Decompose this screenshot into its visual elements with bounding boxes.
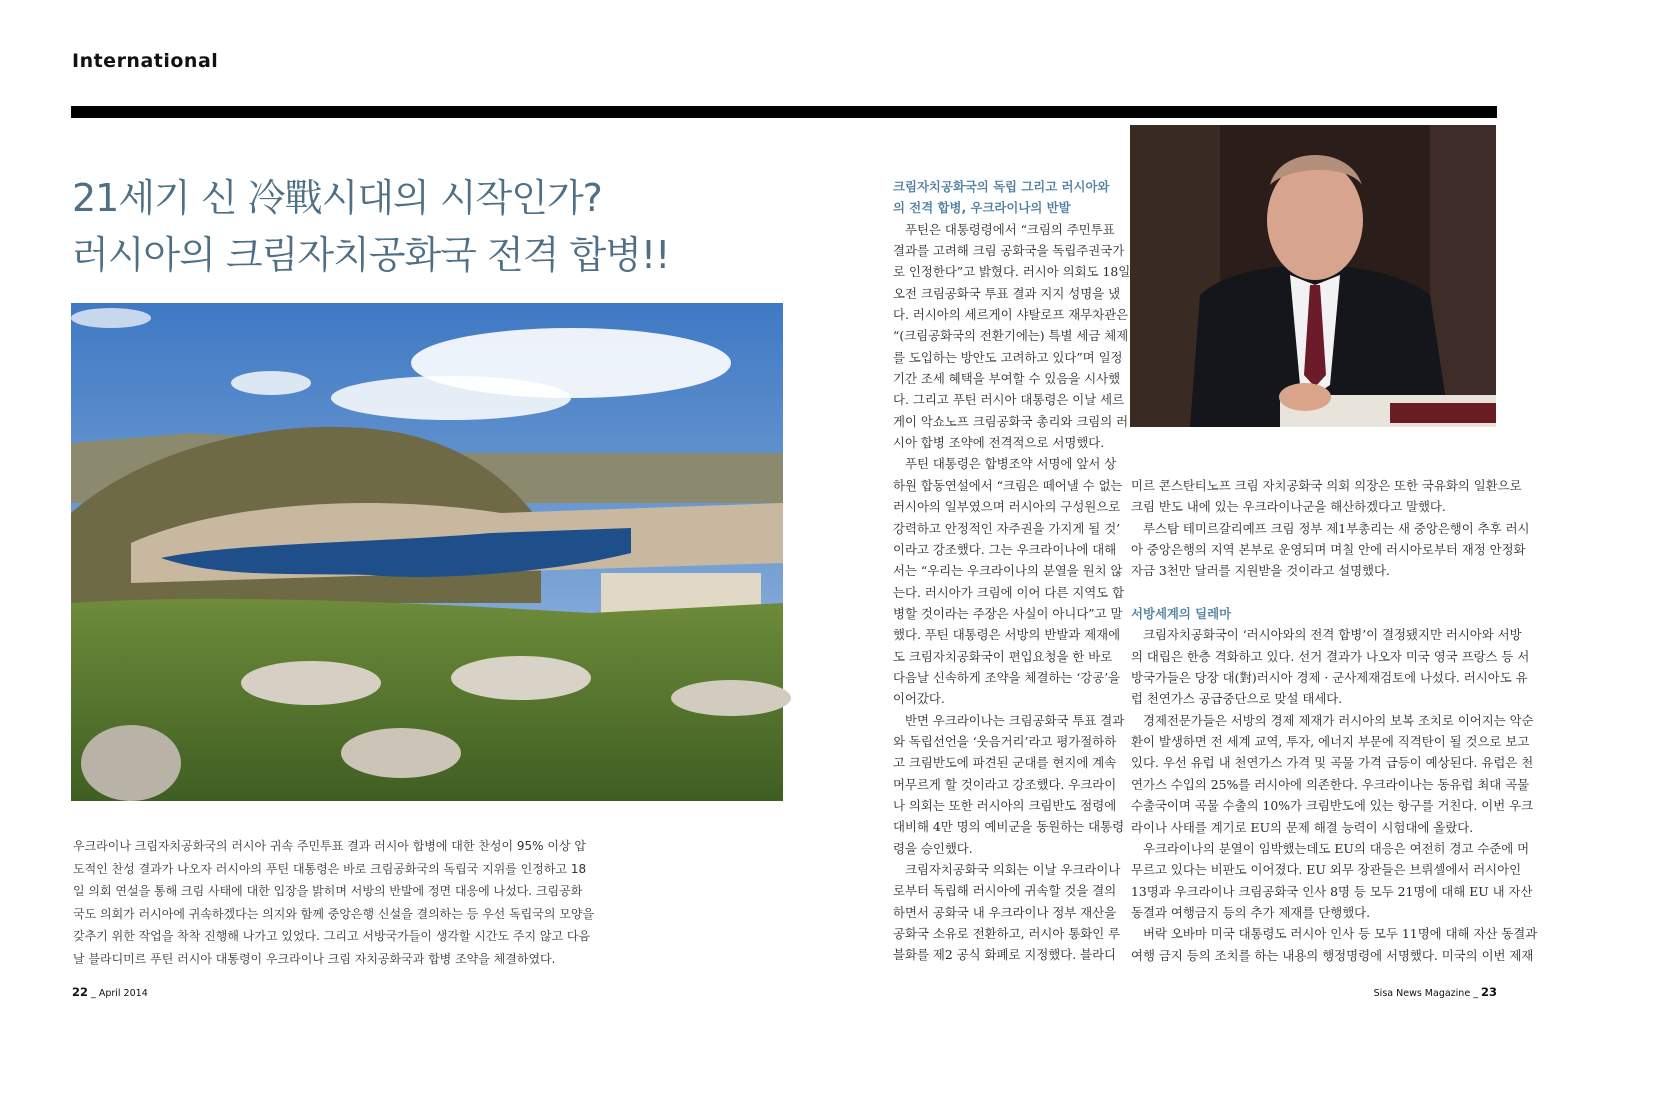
page-number-right: 23 xyxy=(1480,985,1497,999)
body-text-line: 하면서 공화국 내 우크라이나 정부 재산을 xyxy=(893,904,1117,920)
body-text-line: 아 중앙은행의 지역 본부로 운영되며 며칠 안에 러시아로부터 재정 안정화 xyxy=(1131,542,1526,558)
body-text-line: 로부터 독립해 러시아에 귀속할 것을 결의 xyxy=(893,883,1117,899)
title-line-2: 러시아의 크림자치공화국 전격 합병!! xyxy=(72,233,670,277)
page-number-left: 22 xyxy=(72,985,89,999)
caption-line: 날 블라디미르 푸틴 러시아 대통령이 우크라이나 크림 자치공화국과 합병 조약을 체결하였다. xyxy=(73,951,556,966)
body-text-line: 나 의회는 또한 러시아의 크림반도 점령에 xyxy=(893,797,1117,813)
body-text-line: 반면 우크라이나는 크림공화국 투표 결과 xyxy=(905,712,1125,728)
body-text-line: 를 도입하는 방안도 고려하고 있다”며 일정 xyxy=(893,349,1123,365)
body-text-line: 크림 반도 내에 있는 우크라이나군을 해산하겠다고 말했다. xyxy=(1131,499,1446,515)
body-text-line: 크림자치공화국 의회는 이날 우크라이나 xyxy=(905,862,1121,877)
title-line-1: 21세기 신 冷戰시대의 시작인가? xyxy=(72,176,602,220)
footer-separator: _ xyxy=(91,988,96,999)
crimea-landscape-photo xyxy=(71,303,783,801)
body-text-line: 고 크림반도에 파견된 군대를 현지에 계속 xyxy=(893,755,1117,771)
body-text-line: 머무르게 할 것이라고 강조했다. 우크라이 xyxy=(893,776,1117,792)
footer-separator: _ xyxy=(1473,988,1478,999)
body-text-line: 강력하고 안정적인 자주권을 가지게 될 것’ xyxy=(893,520,1121,536)
subheading: 서방세계의 딜레마 xyxy=(1131,606,1232,622)
body-text-line: 환이 발생하면 전 세계 교역, 투자, 에너지 부문에 직격탄이 될 것으로 보고 xyxy=(1131,734,1530,750)
caption-line: 일 의회 연설을 통해 크림 사태에 대한 입장을 밝히며 서방의 반발에 정면 대응에 나섰다. 크림공화 xyxy=(73,884,583,899)
body-text-line: 하원 합동연설에서 “크림은 떼어낼 수 없는 xyxy=(893,477,1123,493)
body-text-line: 있다. 우선 유럽 내 천연가스 가격 및 곡물 가격 급등이 예상된다. 유럽은 천 xyxy=(1131,755,1534,771)
body-text-line: 13명과 우크라이나 크림공화국 인사 8명 등 모두 21명에 대해 EU 내 자산 xyxy=(1131,883,1533,899)
caption-line: 갖추기 위한 작업을 착착 진행해 나가고 있었다. 그리고 서방국가들이 생각할 시간도 주지 않고 다음 xyxy=(73,929,591,944)
right-column xyxy=(1131,475,1538,966)
body-text-line: 의 대립은 한층 격화하고 있다. 선거 결과가 나오자 미국 영국 프랑스 등 서 xyxy=(1131,648,1530,664)
body-text-line: 시아 합병 조약에 전격적으로 서명했다. xyxy=(893,435,1105,451)
body-text-line: 럽 천연가스 공급중단으로 맞설 태세다. xyxy=(1131,691,1343,707)
body-text-line: 방국가들은 당장 대(對)러시아 경제 · 군사제재검토에 나섰다. 러시아도 유 xyxy=(1131,670,1528,686)
body-text-line: 크림자치공화국이 ‘러시아와의 전격 합병’이 결정됐지만 러시아와 서방 xyxy=(1143,627,1522,643)
body-text-line: 푸틴 대통령은 합병조약 서명에 앞서 상 xyxy=(905,456,1117,472)
body-text-line: 병할 것이라는 주장은 사실이 아니다”고 말 xyxy=(893,605,1123,621)
body-text-line: 푸틴은 대통령령에서 “크림의 주민투표 xyxy=(905,221,1115,237)
body-text-line: 버락 오바마 미국 대통령도 러시아 인사 등 모두 11명에 대해 자산 동결과 xyxy=(1143,926,1538,942)
middle-column xyxy=(893,176,1131,966)
body-text-line: 블화를 제2 공식 화폐로 지정했다. 블라디 xyxy=(893,947,1117,963)
caption-line: 국도 의회가 러시아에 귀속하겠다는 의지와 함께 중앙은행 신설을 결의하는 등 우선 독립국의 모양을 xyxy=(73,906,595,921)
body-text-line: 러시아의 일부였으며 러시아의 구성원으로 xyxy=(893,499,1121,515)
body-text-line: 이라고 강조했다. 그는 우크라이나에 대해 xyxy=(893,541,1117,557)
subheading: 크림자치공화국의 독립 그리고 러시아와 xyxy=(893,179,1110,194)
magazine-name: Sisa News Magazine xyxy=(1373,988,1471,999)
body-text-line: 다. 러시아의 세르게이 샤탈로프 재무차관은 xyxy=(893,307,1129,323)
body-text-line: 라이나 사태를 계기로 EU의 문제 해결 능력이 시험대에 올랐다. xyxy=(1131,819,1474,835)
body-text-line: 서는 “우리는 우크라이나의 분열을 원치 않 xyxy=(893,563,1123,579)
body-text-line: 여행 금지 등의 조치를 하는 내용의 행정명령에 서명했다. 미국의 이번 제재 xyxy=(1131,947,1534,963)
body-text-line: 로 인정한다”고 밝혔다. 러시아 의회도 18일 xyxy=(893,264,1131,280)
body-text-line: 했다. 푸틴 대통령은 서방의 반발과 제재에 xyxy=(893,627,1121,643)
body-text-line: 령을 승인했다. xyxy=(893,840,973,856)
caption-line: 도적인 찬성 결과가 나오자 러시아의 푸틴 대통령은 바로 크림공화국의 독립국 지위를 인정하고 18 xyxy=(73,861,587,876)
body-text-line: 무르고 있다는 비판도 이어졌다. EU 외무 장관들은 브뤼셀에서 러시아인 xyxy=(1131,862,1522,878)
spacer xyxy=(1131,582,1497,603)
body-text-line: 수출국이며 곡물 수출의 10%가 크림반도에 있는 항구를 거친다. 이번 우크 xyxy=(1131,798,1534,814)
body-text-line: 는다. 러시아가 크림에 이어 다른 지역도 합 xyxy=(893,584,1125,600)
body-text-line: 자금 3천만 달러를 지원받을 것이라고 설명했다. xyxy=(1131,563,1390,579)
section-label: International xyxy=(72,50,219,72)
subheading: 의 전격 합병, 우크라이나의 반발 xyxy=(893,200,1071,216)
body-text-line: 동결과 여행금지 등의 추가 제재를 단행했다. xyxy=(1131,904,1371,920)
footer-left xyxy=(72,985,148,999)
body-text-line: 다음날 신속하게 조약을 체결하는 ‘강공’을 xyxy=(893,669,1121,685)
body-text-line: 게이 악쇼노프 크림공화국 총리와 크림의 러 xyxy=(893,413,1129,429)
body-text-line: 대비해 4만 명의 예비군을 동원하는 대통령 xyxy=(893,819,1125,835)
caption-line: 우크라이나 크림자치공화국의 러시아 귀속 주민투표 결과 러시아 합병에 대한 찬성이 95% 이상 압 xyxy=(73,839,586,853)
article-title xyxy=(72,170,669,284)
body-text-line: 연가스 수입의 25%를 러시아에 의존한다. 우크라이나는 동유럽 최대 곡물 xyxy=(1131,776,1530,792)
body-text-line: “(크림공화국의 전환기에는) 특별 세금 체제 xyxy=(893,328,1129,344)
issue-date: April 2014 xyxy=(98,988,148,999)
photo-caption xyxy=(73,835,595,971)
body-text-line: 오전 크림공화국 투표 결과 지지 성명을 냈 xyxy=(893,285,1121,301)
body-text-line: 공화국 소유로 전환하고, 러시아 통화인 루 xyxy=(893,926,1121,942)
body-text-line: 이어갔다. xyxy=(893,691,945,707)
body-text-line: 다. 그리고 푸틴 러시아 대통령은 이날 세르 xyxy=(893,392,1125,408)
body-text-line: 우크라이나의 분열이 임박했는데도 EU의 대응은 여전히 경고 수준에 머 xyxy=(1143,840,1530,856)
header-rule xyxy=(71,106,1497,118)
putin-signing-photo xyxy=(1130,125,1496,427)
body-text-line: 경제전문가들은 서방의 경제 제재가 러시아의 보복 조치로 이어지는 악순 xyxy=(1143,712,1534,728)
body-text-line: 미르 콘스탄티노프 크림 자치공화국 의회 의장은 또한 국유화의 일환으로 xyxy=(1131,478,1522,493)
body-text-line: 와 독립선언을 ‘웃음거리’라고 평가절하하 xyxy=(893,733,1117,749)
body-text-line: 결과를 고려해 크림 공화국을 독립주권국가 xyxy=(893,243,1125,259)
body-text-line: 기간 조세 혜택을 부여할 수 있음을 시사했 xyxy=(893,371,1121,387)
body-text-line: 루스탐 테미르갈리예프 크림 정부 제1부총리는 새 중앙은행이 추후 러시 xyxy=(1143,520,1530,536)
body-text-line: 도 크림자치공화국이 편입요청을 한 바로 xyxy=(893,648,1113,664)
footer-right xyxy=(1374,985,1497,999)
